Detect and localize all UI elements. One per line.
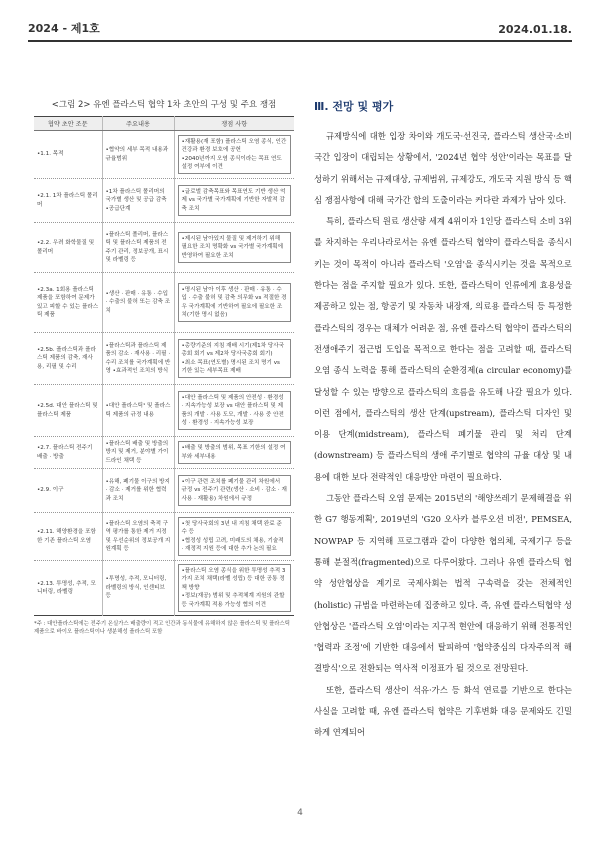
article-cell: •2.7. 플라스틱 전주기 배출 · 방출: [34, 437, 102, 469]
table-row: [34, 513, 294, 561]
issues-cell: [174, 469, 294, 513]
issue-label: 2024 - 제1호: [28, 22, 100, 35]
article-cell: •2.1. 1차 플라스틱 폴리머: [34, 179, 102, 223]
issues-cell: [174, 437, 294, 469]
page-header: [28, 20, 572, 42]
table-row: [34, 333, 294, 385]
article-cell: •2.5b. 플라스틱과 플라스틱 제품의 감축, 재사용, 리필 및 수리: [34, 333, 102, 385]
body-paragraph: 그동안 플라스틱 오염 문제는 2015년의 '해양쓰레기 문제해결을 위한 G7 행동계획', 2019년의 'G20 오사카 블루오션 비전', PEMSEA, NOWPAP 등 지역해 프로그램과 같이 다양한 협의체, 국제기구 등을 통해 분절적(fragmented)으로 다루어왔다. 그러나 유엔 플라스틱 협약 성안협상을 계기로 국제사회는 법적 구속력을 갖는 전체적인(holistic) 규범을 마련하는데 집중하고 있다. 즉, 유엔 플라스틱협약 성안협상은 '플라스틱 오염'이라는 지구적 현안에 대응하기 위해 전통적인 '협력과 조정'에 기반한 대응에서 탈피하여 '협약중심의 다자주의적 해결방식'으로 전환되는 역사적 이정표가 될 것으로 전망된다.: [314, 493, 572, 674]
content-cell: •플라스틱 오염의 축적 구역 평가를 통한 제거 지정 및 우선순위의 정보공개 지원계획 등: [102, 513, 174, 561]
issues-box: •이구 관련 조치를 폐기물 관리 차원에서 규정 vs 전주기 관련(생산 · 소비 · 감소 · 재사용 · 재활용) 차원에서 규정: [178, 475, 292, 506]
page-number: 4: [297, 808, 303, 818]
issues-box: •대안 플라스틱 및 제품의 안전성 · 환경성 · 지속가능성 보장 vs 대안 플라스틱 및 제품의 개발 · 사용 도모, 개발 · 사용 중 안전성 · 환경성 · 지속가능성 보장: [178, 391, 292, 431]
table-row: [34, 437, 294, 469]
table-row: [34, 561, 294, 616]
issues-cell: [174, 333, 294, 385]
issues-table: [34, 116, 294, 616]
issues-cell: [174, 179, 294, 223]
issues-box: •글로벌 감축목표와 목표연도 기반 생산 억제 vs 국가별 국가계획에 기반한 자발적 감축 조치: [178, 185, 292, 216]
content-cell: •플라스틱과 플라스틱 제품의 감소 · 재사용 · 리필 · 수리 조치를 국가계획에 반영 •효과적인 조치의 방식: [102, 333, 174, 385]
article-cell: •2.3a. 1회용 플라스틱 제품을 포함하여 문제가 있고 피할 수 있는 플라스틱 제품: [34, 273, 102, 333]
article-cell: •2.13. 투명성, 추적, 모니터링, 라벨링: [34, 561, 102, 616]
article-cell: •2.11. 해양환경을 포함한 기존 플라스틱 오염: [34, 513, 102, 561]
table-row: [34, 131, 294, 179]
issues-box: •플라스틱 오염 종식을 위한 투명성 추적 3가지 조치 채택(라벨 성립) 등 대한 공통 정책 방향 •정보(재공) 범위 및 추적체계 지원의 관할 등 국가계획 적용 가능성 협의 이견: [178, 564, 292, 612]
issues-cell: [174, 561, 294, 616]
content-cell: •생산 · 판매 · 유통 · 수입 · 수출의 불허 또는 감축 조치: [102, 273, 174, 333]
body-paragraph: 특히, 플라스틱 원료 생산량 세계 4위이자 1인당 플라스틱 소비 3위를 차지하는 우리나라로서는 유엔 플라스틱 협약이 플라스틱을 종식시키는 것이 목적이 아니라 플라스틱 '오염'을 종식시키는 것을 목적으로 한다는 점을 주지할 필요가 있다. 또한, 플라스틱이 인류에게 효용성을 제공하고 있는 점, 항공기 및 자동차 내장재, 의료용 플라스틱 등 특정한 플라스틱의 경우는 대체가 어려운 점, 유엔 플라스틱 협약이 플라스틱의 전생애주기 접근법 도입을 목적으로 한다는 점을 고려할 때, 플라스틱 오염 종식 노력을 통해 플라스틱의 순환경제(a circular economy)를 달성할 수 있는 방향으로 플라스틱의 흐름을 유도해 나갈 필요가 있다. 이런 점에서, 플라스틱의 생산 단계(upstream), 플라스틱 디자인 및 이용 단계(midstream), 플라스틱 폐기물 관리 및 처리 단계(downstream) 등 플라스틱의 생애 주기별로 협약의 규율 대상 및 내용에 대한 보다 전략적인 대응방안 마련이 필요하다.: [314, 216, 572, 482]
issues-cell: [174, 273, 294, 333]
content-cell: •1차 플라스틱 폴리머의 국가별 생산 및 공급 감축 •공급단계: [102, 179, 174, 223]
article-cell: •2.5d. 대안 플라스틱 및 플라스틱 제품: [34, 385, 102, 437]
content-cell: •협약의 세부 목적 내용과 규율범위: [102, 131, 174, 179]
figure-column: [34, 98, 294, 637]
article-cell: •2.2. 우려 화학물질 및 폴리머: [34, 223, 102, 273]
issues-cell: [174, 223, 294, 273]
column-header: 주요내용: [102, 117, 174, 131]
article-cell: •1.1. 목적: [34, 131, 102, 179]
issues-cell: [174, 131, 294, 179]
issues-box: •재활용(재 포함) 플라스틱 오염 종식, 인간건강과 환경 보호에 공헌 •2040년까지 오염 종식이라는 목표 연도 설정 여부에 이견: [178, 135, 292, 175]
content-cell: •대안 플라스틱¹ 및 플라스틱 제품의 규정 내용: [102, 385, 174, 437]
figure-footnote: *주 : 대안플라스틱에는 전주기 온실가스 배출량이 적고 인간과 동식물에 유해하지 않은 플라스틱 및 플라스틱 제품으로 바이오 플라스틱이나 생분해성 플라스틱 포함: [34, 620, 290, 636]
text-column: [314, 98, 572, 744]
issues-box: •첫 당사국회의 3년 내 지침 채택 완료 준수 등 •협정성 성립 고려, 미래도의 채용, 기술적 · 재정적 지원 등에 대한 추가 논의 필요: [178, 517, 292, 557]
table-row: [34, 385, 294, 437]
content-cell: •유해, 폐기물 이구의 방지 · 감소 · 제거를 위한 협력과 조치: [102, 469, 174, 513]
column-header: 협약 초안 조문: [34, 117, 102, 131]
body-paragraph: 또한, 플라스틱 생산이 석유·가스 등 화석 연료를 기반으로 한다는 사실을 고려할 때, 유엔 플라스틱 협약은 기후변화 대응 문제와도 긴밀하게 연계되어: [314, 684, 572, 738]
body-paragraph: 규제방식에 대한 입장 차이와 개도국·선진국, 플라스틱 생산국·소비국간 입장이 대립되는 상황에서, '2024년 협약 성안'이라는 목표를 달성하기 위해서는 규제대상, 규제범위, 규제강도, 개도국 지원 방식 등 핵심 쟁점사항에 대해 국가간 합의 도출이라는 커다란 과제가 남아 있다.: [314, 131, 572, 205]
content-cell: •투명성, 추적, 모니터링, 라벨링의 방식, 인센티브 등: [102, 561, 174, 616]
content-cell: •플라스틱 배출 및 방출의 방지 및 제거, 분야별 가이드라인 채택 등: [102, 437, 174, 469]
column-header: 쟁점 사항: [174, 117, 294, 131]
section-title: Ⅲ. 전망 및 평가: [314, 100, 394, 113]
table-row: [34, 273, 294, 333]
table-row: [34, 469, 294, 513]
issues-cell: [174, 513, 294, 561]
table-body: [34, 131, 294, 616]
article-cell: •2.9. 이구: [34, 469, 102, 513]
content-cell: •플라스틱 폴리머, 플라스틱 및 플라스틱 제품의 전주기 관리, 정보공개, 표시 및 라벨링 등: [102, 223, 174, 273]
issues-box: •총량기준의 지침 재배 시기(제1차 당사국총회 회기 vs 제2차 당사국총회 회기) •최소 목표(연도별) 명시된 조치 명기 vs 기한 있는 세부목표 제배: [178, 339, 292, 379]
table-row: [34, 179, 294, 223]
table-row: [34, 223, 294, 273]
figure-caption: <그림 2> 유엔 플라스틱 협약 1차 초안의 구성 및 주요 쟁점: [51, 100, 277, 110]
issues-box: •배출 및 방출의 범위, 목표 기한의 설정 여부와 세부내용: [178, 441, 292, 464]
issues-cell: [174, 385, 294, 437]
issues-box: •명시된 남아 이후 생산 · 판매 · 유통 · 수입 · 수출 불허 및 감축 의무화 vs 적절한 경우 국가계획에 기반하여 필요에 필요한 조치(기한 명시 없음): [178, 283, 292, 323]
table-header-row: [34, 117, 294, 131]
issues-box: •제시된 남아있지 물질 및 제거하기 위해 필요한 조치 명확화 vs 국가별 국가계획에 반영하여 필요한 조치: [178, 232, 292, 263]
issue-date: 2024.01.18.: [498, 23, 572, 36]
